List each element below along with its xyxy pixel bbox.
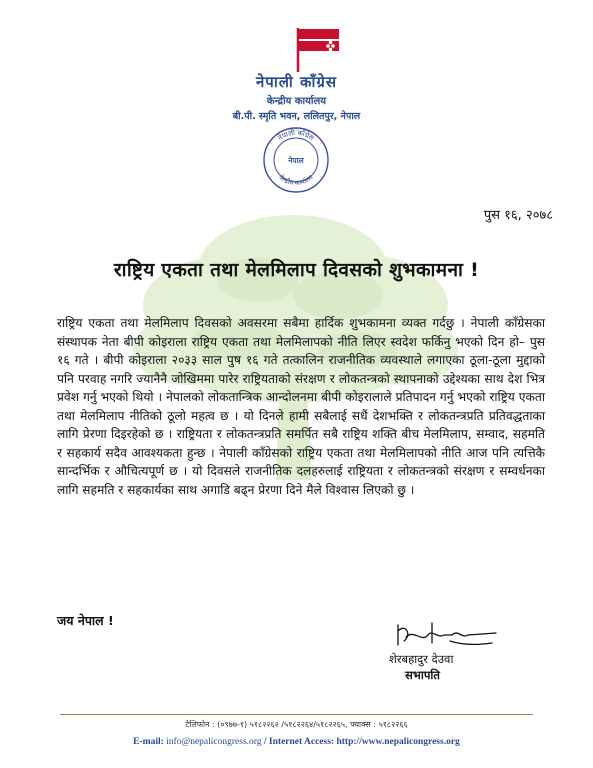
stamp-text-center: नेपाल <box>288 156 304 165</box>
signer-name: शेरबहादुर देउवा <box>389 652 454 666</box>
footer-divider <box>60 714 533 715</box>
party-flag-logo <box>296 26 342 72</box>
closing-salutation: जय नेपाल ! <box>57 613 114 628</box>
stamp-text-bottom: केन्द्रीय कार्यालय <box>277 173 315 188</box>
letter-title: राष्ट्रिय एकता तथा मेलमिलाप दिवसको शुभकामना ! <box>113 259 480 281</box>
office-name: केन्द्रीय कार्यालय <box>266 96 327 107</box>
letter-body: राष्ट्रिय एकता तथा मेलमिलाप दिवसको अवसरमा सबैमा हार्दिक शुभकामना व्यक्त गर्दछु । नेपाली काँग्रेसका संस्थापक नेता बीपी कोइराला राष्ट्रिय एकता तथा मेलमिलापको नीति लिएर स्वदेश फर्किनु भएको दिन हो– पुस १६ गते । बीपी कोइराला २०३३ साल पुष १६ गते तत्कालिन राजनीतिक व्यवस्थाले लगाएका ठूला-ठूला मुद्दाको पनि परवाह नगरि ज्यानैनै जोखिममा पारेर राष्ट्रियताको संरक्षण र लोकतन्त्रको स्थापनाको उद्देश्यका साथ देश भित्र प्रवेश गर्नु भएको थियो । नेपालको लोकतान्त्रिक आन्दोलनमा बीपी कोइरालाले प्रतिपादन गर्नु भएको राष्ट्रिय एकता तथा मेलमिलाप नीतिको ठूलो महत्व छ । यो दिनले हामी सबैलाई सधैं देशभक्ति र लोकतन्त्रप्रति प्रतिवद्धताका लागि प्रेरणा दिइरहेको छ । राष्ट्रियता र लोकतन्त्रप्रति समर्पित सबै राष्ट्रिय शक्ति बीच मेलमिलाप, सम्वाद, सहमति र सहकार्य सदैव आवश्यकता हुन्छ । नेपाली काँग्रेसको राष्ट्रिय एकता तथा मेलमिलापको नीति आज पनि त्यत्तिकै सान्दर्भिक र औचित्यपूर्ण छ । यो दिवसले राजनीतिक दलहरुलाई राष्ट्रियता र लोकतन्त्रको संरक्षण र सम्वर्धनका लागि सहमति र सहकार्यका साथ अगाडि बढ्न प्रेरणा दिने मैले विश्वास लिएको छु । <box>57 316 545 497</box>
email-label: E-mail: <box>133 737 164 747</box>
internet-label: Internet Access: <box>268 737 335 747</box>
letter-date: पुस १६, २०७८ <box>483 208 553 223</box>
handwritten-signature <box>392 619 502 653</box>
footer-contact <box>0 737 593 747</box>
party-name: नेपाली काँग्रेस <box>255 73 337 91</box>
official-stamp <box>262 126 330 194</box>
signer-title: सभापति <box>405 668 440 682</box>
email-link[interactable]: info@nepalicongress.org <box>166 737 262 747</box>
office-address: बी.पी. स्मृति भवन, ललितपुर, नेपाल <box>232 111 361 122</box>
stamp-text-top: नेपाली काँग्रेस <box>276 128 316 143</box>
footer-separator: / <box>263 737 267 747</box>
footer-phone-fax: टेलिफोन : (०९७७-१) ५१८२२६२ /५१८२२६४/५१८२२६५, फ्याक्स : ५१८२२६६ <box>185 720 408 729</box>
website-link[interactable]: http://www.nepalicongress.org <box>336 737 460 747</box>
